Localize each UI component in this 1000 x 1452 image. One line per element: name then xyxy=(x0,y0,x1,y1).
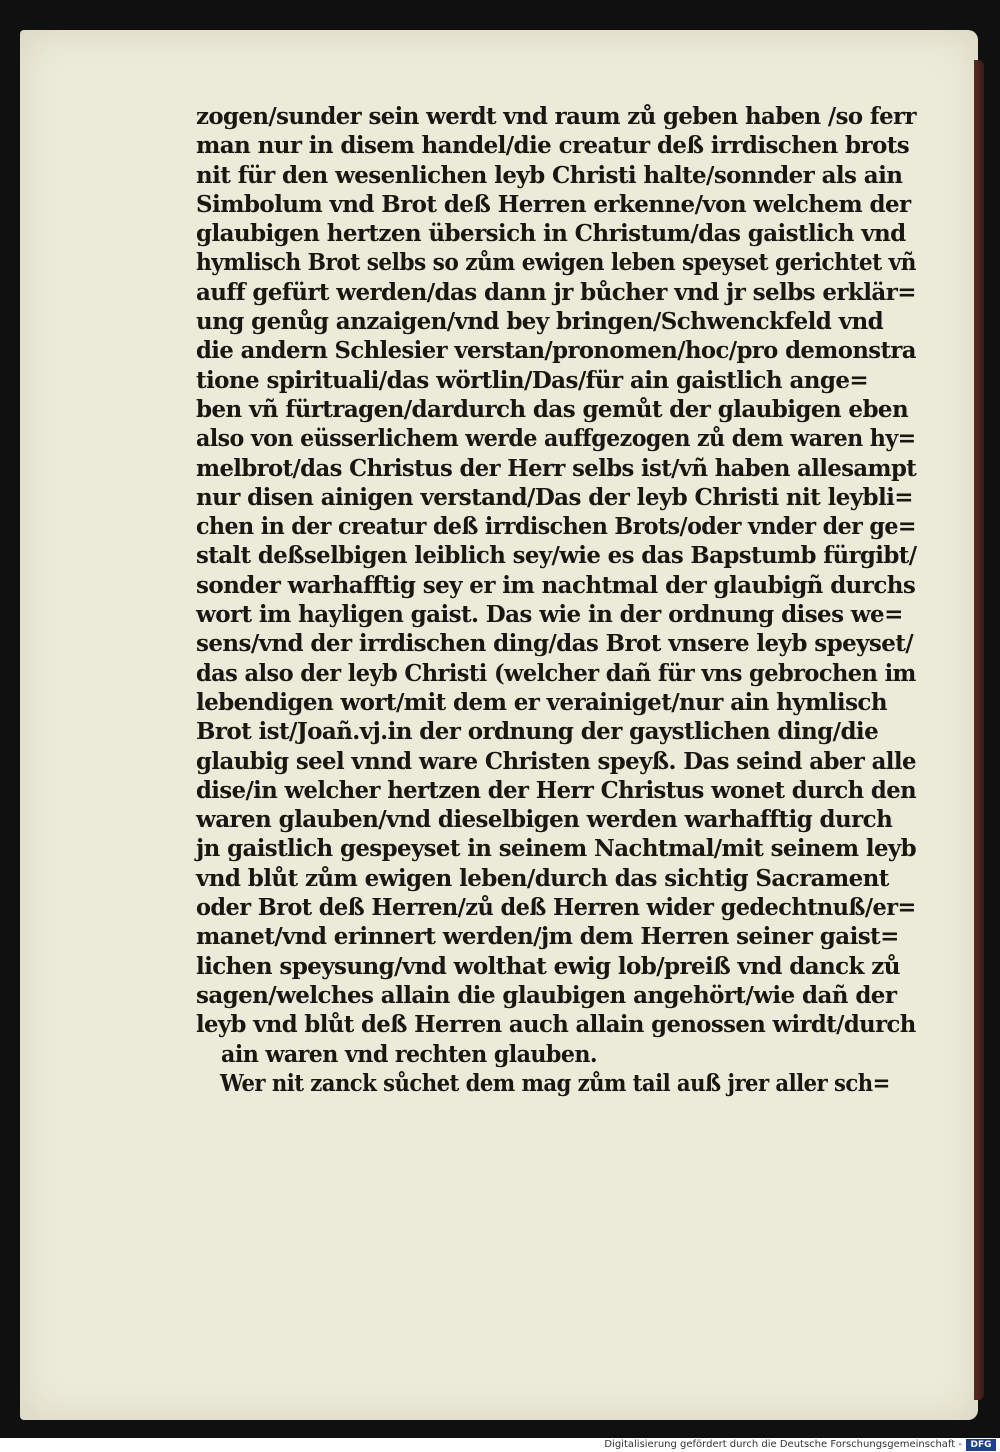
text-line: Simbolum vnd Brot deß Herren erkenne/von welchem der xyxy=(196,190,911,218)
text-line: glaubigen hertzen übersich in Christum/das gaistlich vnd xyxy=(196,220,906,248)
text-line: zogen/sunder sein werdt vnd raum zů geben haben /so ferr xyxy=(196,103,916,130)
text-line: die andern Schlesier verstan/pronomen/hoc/pro demonstra xyxy=(196,337,916,365)
text-line: hymlisch Brot selbs so zům ewigen leben speyset gerichtet vñ xyxy=(196,249,916,277)
text-line: Brot ist/Joañ.vj.in der ordnung der gaystlichen ding/die xyxy=(196,718,879,746)
text-line-paragraph-end: ain waren vnd rechten glauben. xyxy=(221,1040,598,1068)
text-line-paragraph-start: Wer nit zanck sůchet dem mag zům tail auß jrer aller sch= xyxy=(219,1069,890,1097)
text-line: also von eüsserlichem werde auffgezogen zů dem waren hy= xyxy=(196,425,916,453)
page-edge xyxy=(974,60,984,1400)
text-line: jn gaistlich gespeyset in seinem Nachtmal/mit seinem leyb xyxy=(196,835,917,863)
text-line: nur disen ainigen verstand/Das der leyb Christi nit leybli= xyxy=(196,483,913,511)
text-line: chen in der creatur deß irrdischen Brots/oder vnder der ge= xyxy=(196,513,916,541)
text-line: man nur in disem handel/die creatur deß irrdischen brots xyxy=(196,132,910,160)
text-line: lichen speysung/vnd wolthat ewig lob/preiß vnd danck zů xyxy=(196,952,900,980)
text-line: waren glauben/vnd dieselbigen werden warhafftig durch xyxy=(196,806,893,834)
text-line: auff gefürt werden/das dann jr bůcher vnd jr selbs erklär= xyxy=(196,278,916,306)
text-line: das also der leyb Christi (welcher dañ für vns gebrochen im xyxy=(196,659,916,687)
text-line: manet/vnd erinnert werden/jm dem Herren seiner gaist= xyxy=(196,923,899,951)
dfg-logo: DFG xyxy=(966,1439,996,1451)
text-line: tione spirituali/das wörtlin/Das/für ain gaistlich ange= xyxy=(196,366,869,394)
text-line: oder Brot deß Herren/zů deß Herren wider gedechtnuß/er= xyxy=(196,894,916,922)
text-line: vnd blůt zům ewigen leben/durch das sichtig Sacrament xyxy=(196,864,889,892)
text-line: ung genůg anzaigen/vnd bey bringen/Schwenckfeld vnd xyxy=(196,308,884,336)
text-line: ben vñ fürtragen/dardurch das gemůt der glaubigen eben xyxy=(196,395,909,423)
footer-bar xyxy=(0,1438,1000,1452)
text-block xyxy=(196,102,916,1098)
text-line: nit für den wesenlichen leyb Christi halte/sonnder als ain xyxy=(196,161,903,189)
text-line: wort im hayligen gaist. Das wie in der ordnung dises we= xyxy=(196,601,903,629)
text-line: stalt deßselbigen leiblich sey/wie es das Bapstumb fürgibt/ xyxy=(196,542,917,570)
funding-credit: Digitalisierung gefördert durch die Deutsche Forschungsgemeinschaft - xyxy=(604,1439,962,1450)
text-line: melbrot/das Christus der Herr selbs ist/vñ haben allesampt xyxy=(196,454,917,482)
text-line: dise/in welcher hertzen der Herr Christus wonet durch den xyxy=(196,776,917,804)
text-line: sagen/welches allain die glaubigen angehört/wie dañ der xyxy=(196,981,897,1009)
text-line: glaubig seel vnnd ware Christen speyß. Das seind aber alle xyxy=(196,747,916,775)
text-line: lebendigen wort/mit dem er verainiget/nur ain hymlisch xyxy=(196,688,887,716)
text-line: leyb vnd blůt deß Herren auch allain genossen wirdt/durch xyxy=(196,1011,916,1039)
text-line: sens/vnd der irrdischen ding/das Brot vnsere leyb speyset/ xyxy=(196,630,914,658)
text-line: sonder warhafftig sey er im nachtmal der glaubigñ durchs xyxy=(196,571,916,599)
